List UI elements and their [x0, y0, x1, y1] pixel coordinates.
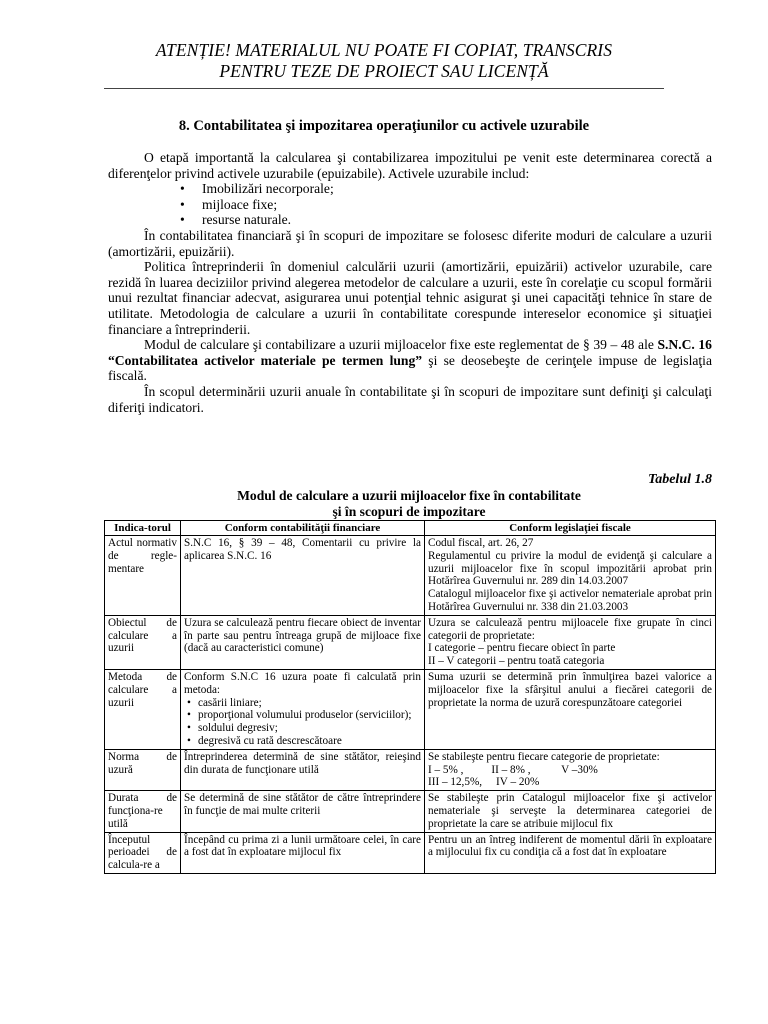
header-fiscal: Conform legislaţiei fiscale [425, 521, 716, 536]
indicator-cell: Norma de uzură [105, 749, 181, 790]
financial-cell: Uzura se calculează pentru fiecare obiect de inventar în parte sau pentru întreaga grupă de mijloace fixe (dacă au caracteristici comune) [181, 615, 425, 669]
section-title: 8. Contabilitatea şi impozitarea operaţiunilor cu activele uzurabile [178, 118, 590, 134]
paragraph-4-start: Modul de calculare şi contabilizare a uzurii mijloacelor fixe este reglementat de § 39 – 48 ale [144, 337, 658, 353]
standard-reference: S.N.C. 16 “Contabilitatea activelor materiale pe termen lung” [108, 337, 712, 368]
header-line-1: ATENȚIE! MATERIALUL NU POATE FI COPIAT, TRANSCRIS [155, 40, 613, 60]
header-divider [104, 88, 664, 89]
table-row [105, 832, 716, 873]
fiscal-line: Uzura se calculează pentru mijloacele fixe grupate în cinci categorii de proprietate: [428, 616, 712, 642]
fiscal-line: I – 5% , II – 8% , V –30% [428, 763, 598, 776]
table-row [105, 615, 716, 669]
fiscal-line: Regulamentul cu privire la modul de evidenţă şi calculare a uzurii mijloacelor fixe în scopul impozitării aprobat prin Hotărîrea Guvernului nr. 289 din 14.03.2007 [428, 549, 712, 588]
active-types-list [108, 181, 712, 228]
table-row [105, 536, 716, 616]
table-header-row [105, 521, 716, 536]
financial-cell: Începând cu prima zi a lunii următoare celei, în care a fost dat în exploatare mijlocul fix [181, 832, 425, 873]
paragraph-1: O etapă importantă la calcularea şi contabilizarea impozitului pe venit este determinarea corectă a diferenţelor privind activele uzurabile (epuizabile). Activele uzurabile includ: [108, 150, 712, 181]
fiscal-cell [425, 749, 716, 790]
indicator-cell: Actul normativ de regle-mentare [105, 536, 181, 616]
table-row [105, 669, 716, 749]
header-financial: Conform contabilităţii financiare [181, 521, 425, 536]
list-item: • soldului degresiv; [198, 722, 421, 735]
header-indicator: Indica-torul [105, 521, 181, 536]
fiscal-line: I categorie – pentru fiecare obiect în parte [428, 642, 616, 655]
paragraph-2: În contabilitatea financiară şi în scopuri de impozitare se folosesc diferite moduri de calculare a uzurii (amortizării, epuizării). [108, 227, 712, 259]
table-row [105, 749, 716, 790]
table-caption-line-2: şi în scopuri de impozitare [332, 503, 486, 519]
financial-line: Conform S.N.C 16 uzura poate fi calculată prin metoda: [184, 670, 421, 696]
list-item: • resurse naturale. [202, 212, 712, 228]
fiscal-cell [425, 536, 716, 616]
fiscal-line: III – 12,5%, IV – 20% [428, 776, 540, 789]
financial-cell: Se determină de sine stătător de către întreprindere în funcţie de mai multe criterii [181, 791, 425, 832]
indicator-cell: Durata de funcţiona-re utilă [105, 791, 181, 832]
financial-cell: Întreprinderea determină de sine stătător, reieşind din durata de funcţionare utilă [181, 749, 425, 790]
paragraph-3: Politica întreprinderii în domeniul calculării uzurii (amortizării, epuizării) activelor uzurabile, care rezidă în luarea deciziilor privind alegerea metodelor de calculare a uzurii, este în corelaţie cu scopul formării unui rezultat financiar adecvat, asigurarea unui potenţial tehnic asigurat şi unei capacităţi tehnice în stare de utilitate. Metodologia de calculare a uzurii în contabilitate corespunde intereselor economice şi situaţiei financiare a întreprinderii. [108, 259, 712, 337]
fiscal-cell: Pentru un an întreg indiferent de momentul dării în exploatare a mijlocului fix cu condiţia că a fost dat în exploatare [425, 832, 716, 873]
table-number: Tabelul 1.8 [647, 472, 712, 487]
paragraph-4-end: şi se deosebeşte de cerinţele impuse de legislaţia fiscală. [108, 352, 712, 384]
list-item: • mijloace fixe; [202, 197, 712, 213]
fiscal-cell: Se stabileşte prin Catalogul mijloacelor fixe şi activelor nemateriale şi serveşte la determinarea categoriei de proprietate la care se atribuie mijlocul fix [425, 791, 716, 832]
fiscal-line: Catalogul mijloacelor fixe şi activelor nemateriale aprobat prin Hotărîrea Guvernului nr. 338 din 21.03.2003 [428, 588, 712, 613]
table-caption-line-1: Modul de calculare a uzurii mijloacelor fixe în contabilitate [237, 488, 581, 503]
fiscal-line: Codul fiscal, art. 26, 27 [428, 537, 534, 549]
list-item: • casării liniare; [198, 697, 421, 710]
fiscal-line: Se stabileşte pentru fiecare categorie de proprietate: [428, 750, 660, 763]
indicator-cell: Metoda de calculare a uzurii [105, 669, 181, 749]
financial-cell [181, 669, 425, 749]
paragraph-4 [108, 337, 712, 384]
list-item: • proporţional volumului produselor (serviciilor); [198, 709, 421, 722]
list-item: • degresivă cu rată descrescătoare [198, 735, 421, 748]
page-header [60, 40, 708, 82]
list-item: • Imobilizări necorporale; [202, 181, 712, 197]
fiscal-cell: Suma uzurii se determină prin înmulţirea bazei valorice a mijloacelor fixe la sfârşitul anului a fiecărei categorii de proprietate la norma de uzură corespunzătoare categoriei [425, 669, 716, 749]
fiscal-cell [425, 615, 716, 669]
indicator-cell: Obiectul de calculare a uzurii [105, 615, 181, 669]
header-line-2: PENTRU TEZE DE PROIECT SAU LICENȚĂ [219, 61, 549, 81]
method-list [184, 697, 421, 748]
financial-cell: S.N.C 16, § 39 – 48, Comentarii cu privire la aplicarea S.N.C. 16 [181, 536, 425, 616]
paragraph-5: În scopul determinării uzurii anuale în contabilitate şi în scopuri de impozitare sunt definiţi şi calculaţi diferiţi indicatori. [108, 383, 712, 415]
fiscal-line: II – V categorii – pentru toată categoria [428, 655, 605, 668]
table-row [105, 791, 716, 832]
table-caption [104, 488, 714, 519]
depreciation-table [104, 520, 716, 874]
indicator-cell: Începutul perioadei de calcula-re a [105, 832, 181, 873]
body-text [108, 150, 712, 415]
